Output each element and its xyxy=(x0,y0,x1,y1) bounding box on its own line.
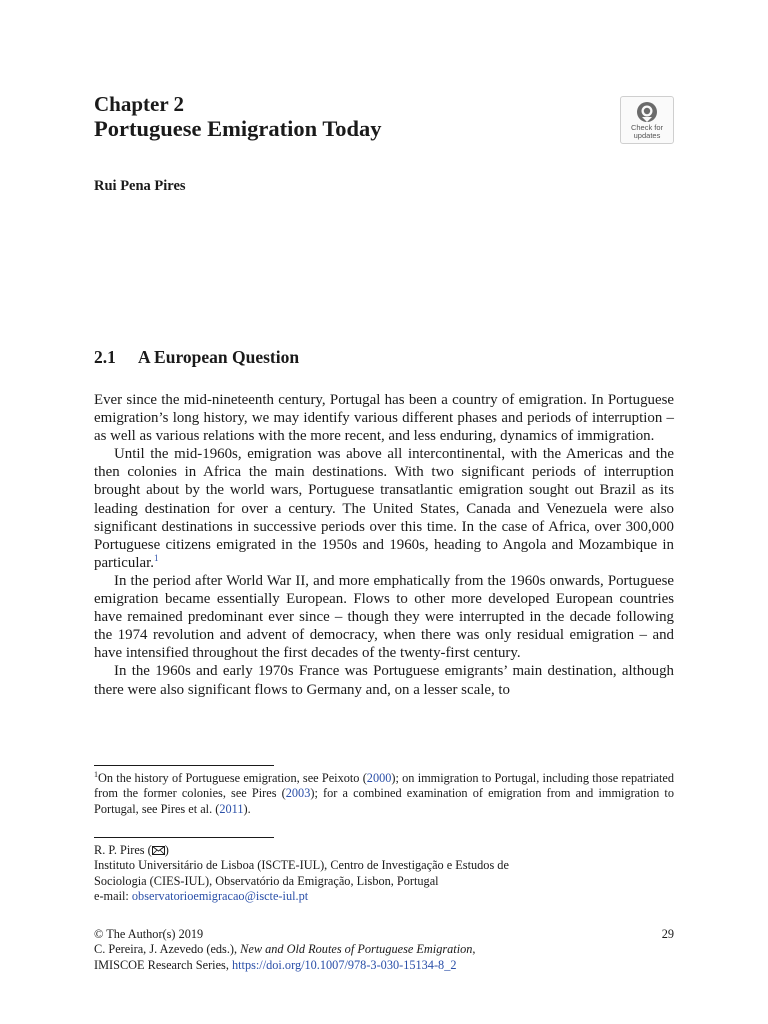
affiliation-email-line xyxy=(94,889,674,904)
email-label: e-mail: xyxy=(94,888,132,903)
body-text xyxy=(94,391,674,699)
footnote-reference[interactable]: 1 xyxy=(153,552,159,563)
check-for-updates-icon xyxy=(636,101,658,123)
badge-line-2: updates xyxy=(633,131,661,140)
editors-text: C. Pereira, J. Azevedo (eds.), xyxy=(94,942,241,957)
citation-link-2003[interactable]: 2003 xyxy=(285,786,311,801)
email-link[interactable]: observatorioemigracao@iscte-iul.pt xyxy=(131,888,309,903)
affiliation-name-close: ) xyxy=(164,843,169,857)
citation-link-2000[interactable]: 2000 xyxy=(366,771,392,785)
section-title: A European Question xyxy=(138,347,300,367)
affiliation-name-line xyxy=(94,843,674,858)
citation-link-2011[interactable]: 2011 xyxy=(219,801,244,816)
check-for-updates-badge[interactable] xyxy=(620,96,674,144)
editors-line xyxy=(94,942,674,957)
series-line xyxy=(94,958,674,973)
badge-line-1: Check for xyxy=(630,123,664,132)
badge-label xyxy=(631,124,663,140)
footnote-divider xyxy=(94,765,274,766)
affiliation-name: R. P. Pires ( xyxy=(94,843,152,857)
copyright-line: © The Author(s) 2019 xyxy=(94,927,204,941)
chapter-label: Chapter 2 xyxy=(94,92,185,116)
series-text: IMISCOE Research Series, xyxy=(94,957,232,972)
paragraph-2-text: Until the mid-1960s, emigration was above all intercontinental, with the Americas and the then colonies in Africa the main destinations. With two significant periods of interruption brought about by the world wars, Portuguese transatlantic emigration sought out Brazil as its leading destination for over a century. The United States, Canada and Venezuela were also significant destinations in successive periods over this time. In the case of Africa, over 300,000 Portuguese citizens emigrated in the 1950s and 1960s, heading to Angola and Mozambique in particular. xyxy=(94,446,674,571)
affiliation-line-2: Sociologia (CIES-IUL), Observatório da Emigração, Lisbon, Portugal xyxy=(94,873,439,888)
section-heading xyxy=(94,347,299,368)
section-number: 2.1 xyxy=(94,347,116,367)
publication-info xyxy=(94,927,674,973)
affiliation-line-1: Instituto Universitário de Lisboa (ISCTE-IUL), Centro de Investigação e Estudos de xyxy=(94,858,509,873)
affiliation-divider xyxy=(94,837,274,838)
paragraph-2 xyxy=(94,445,674,572)
paragraph-4: In the 1960s and early 1970s France was Portuguese emigrants’ main destination, although there were also significant flows to Germany and, on a lesser scale, to xyxy=(94,663,674,698)
author-name: Rui Pena Pires xyxy=(94,178,186,194)
chapter-title: Portuguese Emigration Today xyxy=(94,116,382,141)
doi-link[interactable]: https://doi.org/10.1007/978-3-030-15134-8_2 xyxy=(231,957,457,972)
author-affiliation xyxy=(94,843,674,904)
footnote-text: ). xyxy=(243,801,251,816)
footnote-text: On the history of Portuguese emigration, see Peixoto ( xyxy=(98,771,367,785)
editors-end: , xyxy=(472,942,476,957)
page-number: 29 xyxy=(661,927,674,941)
envelope-icon[interactable] xyxy=(152,846,165,855)
footnote xyxy=(94,771,674,817)
paragraph-3: In the period after World War II, and more emphatically from the 1960s onwards, Portuguese emigration became essentially European. Flows to other more developed European countries have remained predominant ever since – though they were interrupted in the decade following the 1974 revolution and advent of democracy, when there was only residual emigration – and have intensified throughout the first decades of the twenty-first century. xyxy=(94,572,674,662)
footnote-text: ); on immigration to Portugal, including those repatriated from the former colonies, see Pires ( xyxy=(94,771,674,801)
footnote-mark: 1 xyxy=(94,769,98,779)
footnote-text: ); for a combined examination of emigration from and immigration to Portugal, see Pires et al. ( xyxy=(94,786,674,816)
book-title: New and Old Routes of Portuguese Emigration xyxy=(240,942,473,957)
paragraph-1: Ever since the mid-nineteenth century, Portugal has been a country of emigration. In Portuguese emigration’s long history, we may identify various different phases and periods of interruption – as well as various relations with the more recent, and less enduring, dynamics of immigration. xyxy=(94,392,674,445)
